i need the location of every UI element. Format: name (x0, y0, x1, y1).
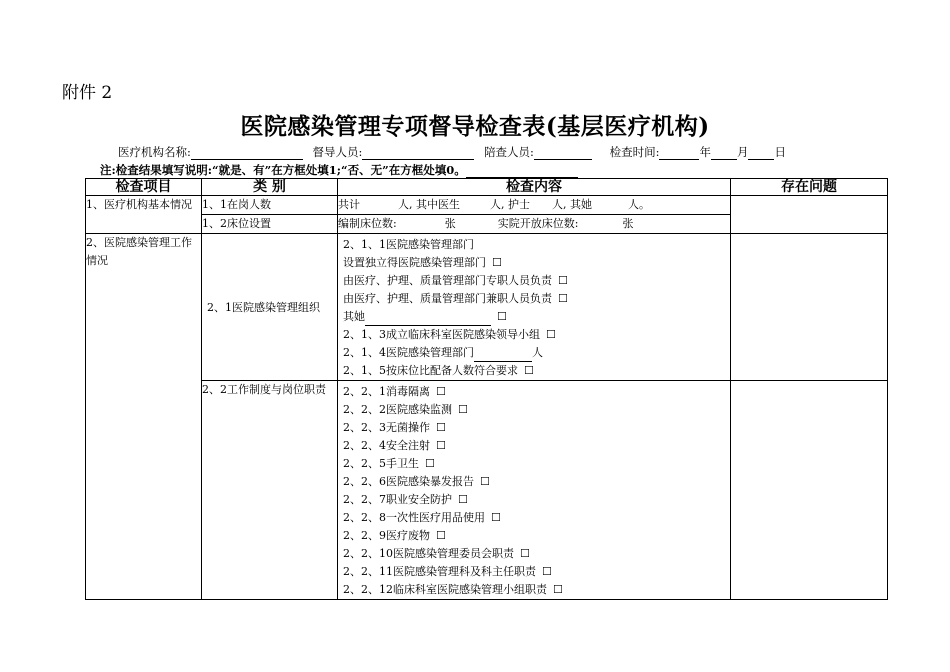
checkbox-icon[interactable]: ☐ (520, 547, 530, 560)
table-row (86, 234, 888, 381)
fill-instructions (100, 162, 584, 178)
year-blank[interactable] (659, 147, 699, 160)
list-item: 2、2、9医疗废物 ☐ (343, 529, 446, 542)
section2-cat1-issues[interactable] (731, 234, 888, 381)
list-item: 2、2、8一次性医疗用品使用 ☐ (343, 511, 501, 524)
time-label: 检查时间: (609, 145, 660, 159)
day-blank[interactable] (748, 147, 774, 160)
table-row (86, 381, 888, 600)
list-item: 2、2、7职业安全防护 ☐ (343, 493, 468, 506)
attachment-label: 附件 2 (62, 83, 113, 103)
header-issues: 存在问题 (731, 179, 888, 196)
month-blank[interactable] (711, 147, 737, 160)
others-label: 人, 其她 (552, 198, 592, 211)
checkbox-icon[interactable]: ☐ (436, 529, 446, 542)
checkbox-icon[interactable]: ☐ (458, 403, 468, 416)
header-content: 检查内容 (338, 179, 731, 196)
checkbox-icon[interactable]: ☐ (553, 583, 563, 596)
bed-unit-2: 张 (622, 217, 634, 230)
nurses-label: 人, 护士 (490, 198, 530, 211)
checkbox-icon[interactable]: ☐ (458, 493, 468, 506)
list-item: 2、2、12临床科室医院感染管理小组职责 ☐ (343, 583, 563, 596)
checkbox-icon[interactable]: ☐ (436, 385, 446, 398)
checkbox-icon[interactable]: ☐ (492, 256, 502, 269)
checkbox-icon[interactable]: ☐ (436, 439, 446, 452)
info-line (118, 144, 786, 160)
checkbox-icon[interactable]: ☐ (542, 565, 552, 578)
section2-cat1-content (338, 234, 731, 381)
checkbox-icon[interactable]: ☐ (436, 421, 446, 434)
month-label: 月 (736, 145, 749, 159)
institution-label: 医疗机构名称: (118, 145, 191, 159)
checkbox-icon[interactable]: ☐ (558, 292, 568, 305)
checkbox-icon[interactable]: ☐ (558, 274, 568, 287)
section1-issues-cell[interactable] (731, 196, 888, 234)
other-blank[interactable] (365, 314, 491, 326)
companion-label: 陪查人员: (484, 145, 534, 159)
checkbox-icon[interactable]: ☐ (491, 511, 501, 524)
supervisor-label: 督导人员: (312, 145, 363, 159)
list-item: 由医疗、护理、质量管理部门专职人员负责 ☐ (343, 274, 568, 287)
list-item: 2、2、10医院感染管理委员会职责 ☐ (343, 547, 530, 560)
page-title: 医院感染管理专项督导检查表(基层医疗机构) (240, 113, 710, 140)
table-header-row (86, 179, 888, 196)
total-label: 共计 (338, 198, 360, 211)
section2-cat1: 2、1医院感染管理组织 (202, 234, 338, 381)
staff-end-label: 人。 (628, 198, 650, 211)
list-item: 由医疗、护理、质量管理部门兼职人员负责 ☐ (343, 292, 568, 305)
inspection-table (85, 178, 888, 600)
checkbox-icon[interactable]: ☐ (480, 475, 490, 488)
checkbox-icon[interactable]: ☐ (524, 364, 534, 377)
institution-blank[interactable] (191, 147, 303, 160)
open-beds-label: 实院开放床位数: (497, 217, 579, 230)
header-item: 检查项目 (86, 179, 202, 196)
section1-row2-category: 1、2床位设置 (202, 215, 338, 234)
list-item: 2、2、1消毒隔离 ☐ (343, 385, 446, 398)
table-row (86, 196, 888, 215)
checkbox-icon[interactable]: ☐ (425, 457, 435, 470)
list-item: 2、2、5手卫生 ☐ (343, 457, 435, 470)
planned-beds-label: 编制床位数: (338, 217, 397, 230)
day-label: 日 (774, 145, 786, 159)
list-item: 其她 ☐ (338, 308, 730, 326)
section2-item: 2、医院感染管理工作情况 (86, 234, 202, 600)
section2-cat2-issues[interactable] (731, 381, 888, 600)
staff-count-cell[interactable] (338, 196, 731, 215)
list-item: 2、1、5按床位比配备人数符合要求 ☐ (343, 364, 534, 377)
list-item: 2、2、6医院感染暴发报告 ☐ (343, 475, 490, 488)
list-item: 2、2、11医院感染管理科及科主任职责 ☐ (343, 565, 552, 578)
checkbox-icon[interactable]: ☐ (497, 310, 507, 323)
companion-blank[interactable] (534, 147, 592, 160)
list-item: 2、1、4医院感染管理部门 人 (338, 344, 730, 362)
list-item: 2、2、3无菌操作 ☐ (343, 421, 446, 434)
staff-blank[interactable] (474, 350, 532, 362)
note-underline (466, 165, 578, 178)
bed-unit-1: 张 (444, 217, 456, 230)
section2-cat2: 2、2工作制度与岗位职责 (202, 381, 338, 600)
section1-row1-category: 1、1在岗人数 (202, 196, 338, 215)
bed-count-cell[interactable] (338, 215, 731, 234)
year-label: 年 (699, 145, 711, 159)
header-category: 类 别 (202, 179, 338, 196)
list-item: 2、2、4安全注射 ☐ (343, 439, 446, 452)
doctors-label: 人, 其中医生 (398, 198, 460, 211)
list-item: 设置独立得医院感染管理部门 ☐ (343, 256, 502, 269)
note-text: 注:检查结果填写说明:“就是、有”在方框处填1;“否、无”在方框处填0。 (100, 163, 466, 177)
list-item: 2、1、3成立临床科室医院感染领导小组 ☐ (343, 328, 556, 341)
section2-cat2-content (338, 381, 731, 600)
list-item: 2、1、1医院感染管理部门 (343, 238, 474, 251)
list-item: 2、2、2医院感染监测 ☐ (343, 403, 468, 416)
supervisor-blank[interactable] (362, 147, 474, 160)
checkbox-icon[interactable]: ☐ (546, 328, 556, 341)
section1-item: 1、医疗机构基本情况 (86, 196, 202, 234)
